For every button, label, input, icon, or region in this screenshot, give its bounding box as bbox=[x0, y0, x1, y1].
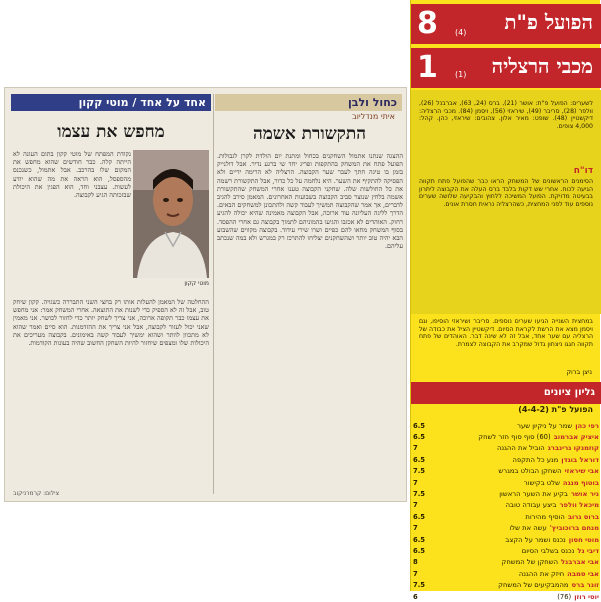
reporter-name: ניצן ברוק bbox=[566, 368, 592, 376]
grade-row bbox=[413, 454, 599, 465]
grade-description: השחקן של המשחק bbox=[501, 558, 559, 567]
grade-player-name: מיכאל וולפר bbox=[559, 501, 599, 510]
match-report-box bbox=[411, 90, 601, 314]
grade-value: 7.5 bbox=[413, 467, 426, 476]
grade-row bbox=[413, 591, 599, 602]
home-team-name: הפועל פ"ת bbox=[504, 10, 593, 34]
photo-credit: צילום: קרמרניקוב bbox=[13, 490, 60, 497]
grade-row bbox=[413, 431, 599, 442]
grade-value: 6.5 bbox=[413, 421, 426, 430]
player-photo bbox=[133, 150, 209, 278]
grade-description: בקיע את השער הראשון bbox=[499, 490, 568, 499]
grade-player-name: מוטי חסון bbox=[568, 535, 599, 544]
grade-row bbox=[413, 443, 599, 454]
grade-row bbox=[413, 488, 599, 499]
grade-value: 7 bbox=[413, 478, 418, 487]
grade-value: 7.5 bbox=[413, 581, 426, 590]
grade-player-name: אבי אברבנל bbox=[561, 558, 599, 567]
grade-value: 6.5 bbox=[413, 546, 426, 555]
grade-description: נכנס בשלבי הסיום bbox=[521, 546, 575, 555]
section-header-blue-white: כחול ולבן bbox=[215, 94, 402, 111]
grade-player-name: ניר אושר bbox=[570, 490, 599, 499]
grade-row bbox=[413, 534, 599, 545]
grade-value: 6.5 bbox=[413, 535, 426, 544]
grade-description: מהמבקיעים של המשחק bbox=[498, 581, 569, 590]
article-byline: איתי מנדליוב bbox=[352, 112, 395, 121]
grade-player-name: אבי שיראזי bbox=[564, 467, 599, 476]
grade-row bbox=[413, 579, 599, 590]
grade-value: 6.5 bbox=[413, 433, 426, 442]
photo-caption: מוטי קקון bbox=[184, 280, 209, 287]
grade-player-name: אבי סמבה bbox=[567, 569, 599, 578]
away-halftime-goals: (1) bbox=[455, 70, 467, 79]
article-headline: התקשורת אשמה bbox=[252, 124, 367, 144]
report-title: דו"ח bbox=[573, 166, 593, 176]
grade-description: שמר על ניקיון שער bbox=[517, 421, 573, 430]
grade-player-name: ברוס גרוב bbox=[567, 512, 599, 521]
grade-row bbox=[413, 523, 599, 534]
grade-description: מנע כל התקפה bbox=[512, 455, 559, 464]
grade-value: 6 bbox=[413, 592, 418, 601]
grades-header-bar bbox=[411, 382, 601, 404]
report-text-continued: במחצית השנייה הגיעו שערים נוספים. סריבר ושיראזי הוסיפו, וגם ויסמן מצא את הרשת לקראת הסיום. דיקשטיין הציל את כבודה של הרצליה עם שער אחד, אבל זה לא שינה דבר. האוהדים של פתח תקווה חגגו ניצחון גדול שמקרב את הקבוצה לצמרת. bbox=[419, 318, 593, 348]
profile-headline: מחפש את עצמו bbox=[57, 122, 165, 142]
score-row-home bbox=[411, 4, 601, 44]
profile-body-top: נקודת המפתח של מוטי קקון בתום העונה לא הייתה קלה. כבר חודשים שהוא מחפש את המקום שלו בהרכב. אבל אתמול, כשנכנס מהספסל, הוא הראה את מה שהוא יודע לעשות. עצבני וחד, הוא הפגין את היכולת שבזכותה הגיע לקבוצה. bbox=[13, 150, 131, 200]
grade-player-name: מנחם ברוכוביץ' bbox=[549, 524, 599, 533]
right-score-clipping bbox=[410, 0, 600, 601]
grade-value: 7 bbox=[413, 569, 418, 578]
grade-row bbox=[413, 557, 599, 568]
grade-description: הוביל את ההגנה bbox=[496, 444, 545, 453]
grade-player-name: קוזמנקו גרינברג bbox=[547, 444, 599, 453]
grade-value: 7 bbox=[413, 524, 418, 533]
grade-player-name: איציק אברמוב bbox=[553, 433, 599, 442]
grade-row bbox=[413, 420, 599, 431]
home-team-goals: 8 bbox=[417, 6, 438, 41]
column-divider bbox=[213, 94, 214, 494]
grade-player-name: דוראל בוגדן bbox=[561, 455, 599, 464]
grade-description: (60) סוף סוף חזר לשחק bbox=[478, 433, 551, 442]
home-halftime-goals: (4) bbox=[455, 28, 467, 37]
grade-player-name: יוסי רוזן bbox=[574, 592, 599, 601]
left-newspaper-clipping bbox=[4, 87, 407, 502]
grade-row bbox=[413, 511, 599, 522]
grade-value: 7 bbox=[413, 444, 418, 453]
away-team-goals: 1 bbox=[417, 50, 438, 85]
away-team-name: מכבי הרצליה bbox=[491, 54, 593, 78]
grade-description: ביצע עבודה טובה bbox=[505, 501, 557, 510]
score-row-away bbox=[411, 48, 601, 88]
scorers-lineup: לשערים: הפועל פ"ת: אושר (21), ברס (24, 63), אברבנל (26), וולפר (28), סריבר (49), שיראזי (56), ויסמן (84). מכבי הרצליה: דיקשטיין (48). שופט: מאיר אלון. צהובים: שיראזי, כהן. קהל: 4,000 צופים. bbox=[419, 100, 593, 130]
report-text: הסימנים הראשונים של המשחק הראו כבר שהפועל פתח תקווה הגיעה לכוח. אחרי שש דקות בלבד ברס העלה את הקבוצה ליתרון בבעיטה מדויקת. הפועל המשיכה ללחוץ והבקיעה שלושה שערים נוספים עוד לפני המחצית, כשהרצליה נראית חסרת אונים. bbox=[419, 178, 593, 208]
grade-row bbox=[413, 466, 599, 477]
grade-description: שלט בקישור bbox=[523, 478, 560, 487]
grade-value: 8 bbox=[413, 558, 418, 567]
grades-team-formation bbox=[411, 405, 601, 419]
grade-description: חיזק את ההגנה bbox=[518, 569, 565, 578]
section-header-one-on-one: אחד על אחד / מוטי קקון bbox=[11, 94, 211, 111]
profile-body-bottom: ההחלטה של המאמן להעלות אותו רק בחצי השני התבררה כשגויה. קקון שיחק טוב, אבל זה לא הספיק כדי לשנות את התוצאה. אחרי המשחק אמר: אני מחפש את עצמו כבר תקופה ארוכה, אני צריך לשחק יותר כדי לחזור לכושר. אני מאמין שאני יכול לעזור לקבוצה, אבל אני צריך את ההזדמנות. הוא סיים ואמר שהוא לא מתכוון לוותר ושהוא ימשיך לעבוד קשה באימונים. בקבוצה מעריכים את היכולות שלו ומצפים שיחזור להיות השחקן החשוב שהיה בעונות הקודמות. bbox=[13, 298, 209, 348]
grade-value: 6.5 bbox=[413, 455, 426, 464]
grades-list bbox=[413, 420, 599, 602]
grade-description: (76) bbox=[557, 592, 572, 601]
grades-formation-text: הפועל פ"ת (4-4-2) bbox=[518, 405, 593, 414]
grade-row bbox=[413, 568, 599, 579]
grade-description: נכנס ושמר על הקצב bbox=[505, 535, 566, 544]
grade-value: 6.5 bbox=[413, 512, 426, 521]
grade-description: הוסיף מהירות bbox=[525, 512, 565, 521]
grade-row bbox=[413, 500, 599, 511]
grade-description: השחקן הבולט במגרש bbox=[498, 467, 562, 476]
grades-title: גליון ציונים bbox=[543, 387, 595, 398]
grade-player-name: זונר ברס bbox=[571, 581, 599, 590]
grade-player-name: בוטוף מנגה bbox=[562, 478, 599, 487]
article-body: ההצגה שנתנו אתמול השחקנים בכחול ומתנת יום הולדת לקרן לגבולות. הפועל פתח את המשחק בהתקפות ופריג יחד שי ברגע נדיר. אבל דולנייק בזמן בו טיגה חתך לעבר שער הקבוצה. הרצליה לא הרימה ידיים ולא הפסיקה להתקיף את השער. היא נלחמה על כל כדור, אבל התקשורת רשמה את כל החולשות שלה. שחקני הקבוצה טענו אחרי המשחק שהתקשורת אשמה בלחץ שנוצר סביב הקבוצה בשבועות האחרונים. המאמן סירב להגיב לדברים, אך אמר שהקבוצה תמשיך לעבוד קשה ולהתכונן למשחקים הבאים. הדרך לליגה העליונה עוד ארוכה, אבל הקבוצה מאמינה שהיא יכולה להגיע רחוק. האוהדים לא אכזבו והגיעו בהמוניהם לתמוך בקבוצה גם אחרי ההפסד. בסוף המשחק מחאו להם כפיים ושרו שירי עידוד. בקבוצה מקווים שהשבוע הבא יהיה טוב יותר ושהשחקנים יצליחו להתרכז רק במגרש ולא במה שנכתב עליהם. bbox=[217, 152, 403, 251]
grade-player-name: רפי כהן bbox=[575, 421, 599, 430]
grade-row bbox=[413, 477, 599, 488]
grade-description: עשה את שלו bbox=[509, 524, 547, 533]
player-portrait-icon bbox=[133, 150, 209, 278]
grade-value: 7.5 bbox=[413, 490, 426, 499]
grade-value: 7 bbox=[413, 501, 418, 510]
grade-row bbox=[413, 545, 599, 556]
grade-player-name: דיבי גל bbox=[577, 546, 599, 555]
